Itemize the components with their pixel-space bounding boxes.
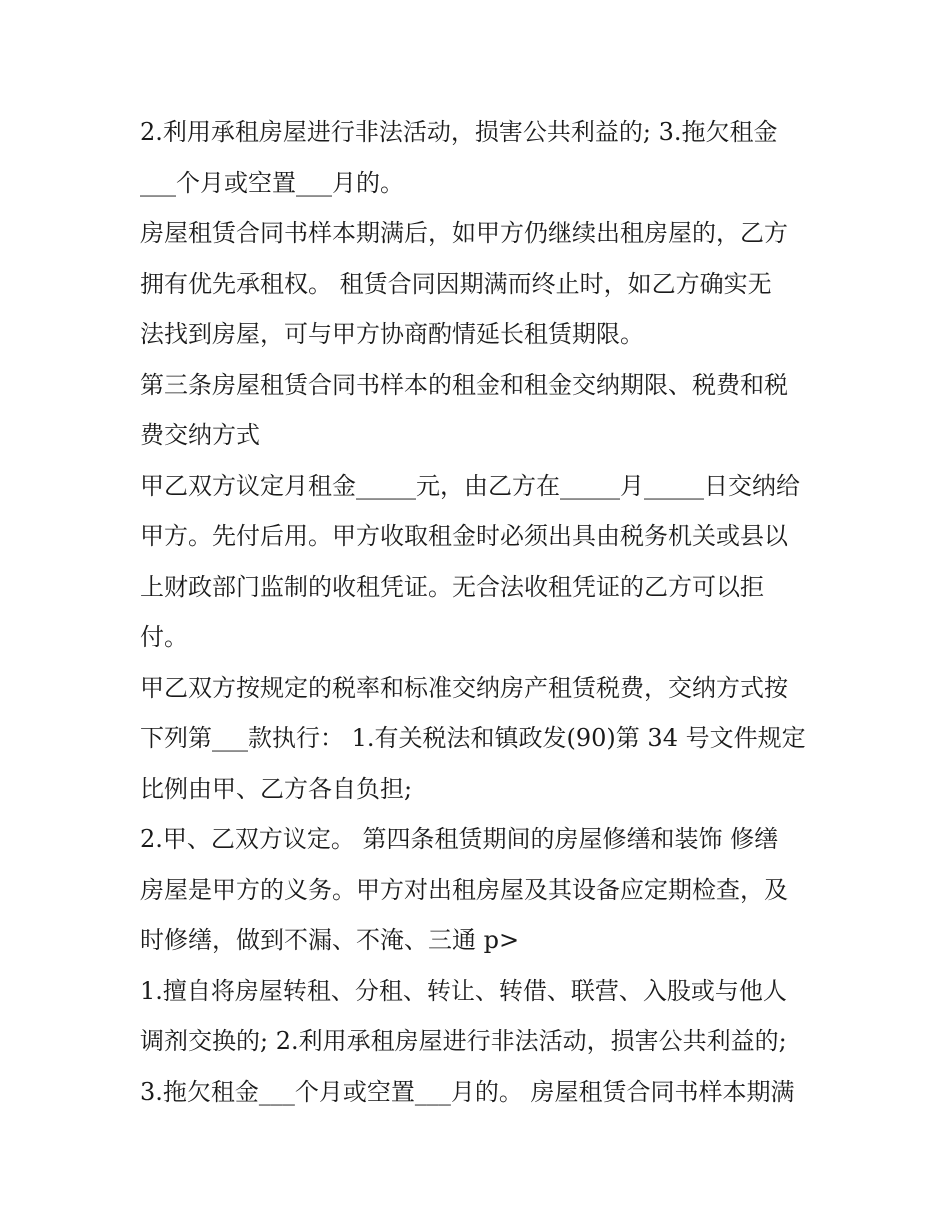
text-line: 调剂交换的; 2.利用承租房屋进行非法活动，损害公共利益的; bbox=[140, 1027, 787, 1055]
paragraph-tax-payment bbox=[140, 663, 820, 815]
text-line: 甲乙双方按规定的税率和标准交纳房产租赁税费，交纳方式按 bbox=[140, 673, 788, 702]
text-line: 甲乙双方议定月租金_____元，由乙方在_____月_____日交纳给 bbox=[140, 471, 800, 500]
text-line: 房屋是甲方的义务。甲方对出租房屋及其设备应定期检查，及 bbox=[140, 875, 788, 904]
text-line: 3.拖欠租金___个月或空置___月的。 房屋租赁合同书样本期满 bbox=[140, 1077, 795, 1106]
paragraph-priority-renewal bbox=[140, 208, 820, 360]
text-line: 第三条房屋租赁合同书样本的租金和租金交纳期限、税费和税 bbox=[140, 370, 788, 399]
text-line: 上财政部门监制的收租凭证。无合法收租凭证的乙方可以拒 bbox=[140, 572, 764, 601]
paragraph-rent-payment bbox=[140, 461, 820, 663]
text-line: 付。 bbox=[140, 623, 188, 651]
document-body bbox=[140, 107, 820, 1117]
text-line: 房屋租赁合同书样本期满后，如甲方仍继续出租房屋的，乙方 bbox=[140, 219, 788, 247]
text-line: 拥有优先承租权。 租赁合同因期满而终止时，如乙方确实无 bbox=[140, 269, 772, 298]
text-line: 2.甲、乙双方议定。 第四条租赁期间的房屋修缮和装饰 修缮 bbox=[140, 825, 779, 853]
text-line: ___个月或空置___月的。 bbox=[140, 168, 404, 197]
text-line: 费交纳方式 bbox=[140, 421, 260, 449]
text-line: 2.利用承租房屋进行非法活动，损害公共利益的; 3.拖欠租金 bbox=[140, 118, 778, 146]
paragraph-article-3-heading bbox=[140, 360, 820, 461]
text-line: 时修缮，做到不漏、不淹、三通 p> bbox=[140, 926, 520, 954]
text-line: 下列第___款执行： 1.有关税法和镇政发(90)第 34 号文件规定 bbox=[140, 724, 806, 752]
text-line: 比例由甲、乙方各自负担; bbox=[140, 774, 413, 803]
text-line: 法找到房屋，可与甲方协商酌情延长租赁期限。 bbox=[140, 320, 644, 348]
paragraph-termination-clauses bbox=[140, 966, 820, 1118]
paragraph-termination-clause-continued bbox=[140, 107, 820, 208]
paragraph-article-4-repairs bbox=[140, 814, 820, 966]
text-line: 1.擅自将房屋转租、分租、转让、转借、联营、入股或与他人 bbox=[140, 976, 787, 1005]
text-line: 甲方。先付后用。甲方收取租金时必须出具由税务机关或县以 bbox=[140, 522, 788, 550]
